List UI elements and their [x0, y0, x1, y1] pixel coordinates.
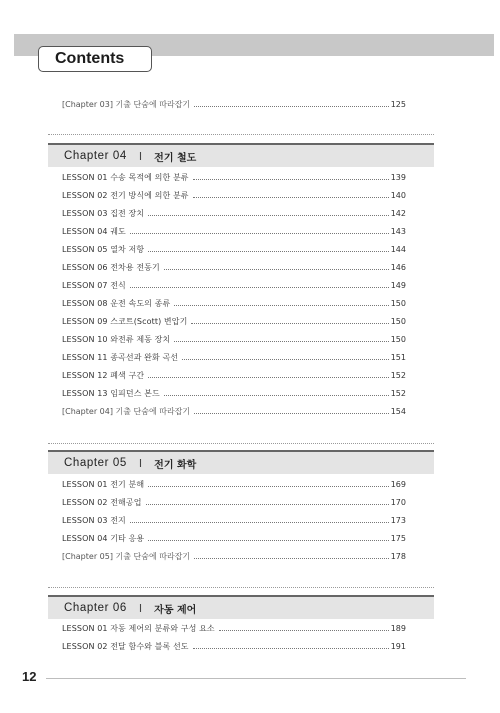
toc-entry-page: 139 [390, 172, 406, 182]
toc-entry-label: LESSON 09 스코트(Scott) 변압기 [62, 316, 188, 326]
toc-entry-page: 170 [390, 497, 406, 507]
dot-leader [194, 558, 389, 559]
dot-leader [164, 395, 389, 396]
page-number: 12 [22, 669, 37, 684]
toc-entry-label: LESSON 04 궤도 [62, 226, 126, 236]
toc-entry-label: LESSON 11 종곡선과 완화 곡선 [62, 352, 179, 362]
toc-entry-label: LESSON 02 전기 방식에 의한 분류 [62, 190, 189, 200]
dot-leader [193, 648, 389, 649]
section-divider [48, 134, 434, 135]
toc-entry-page: 140 [390, 190, 406, 200]
toc-entry-page: 152 [390, 388, 406, 398]
toc-entry-page: 149 [390, 280, 406, 290]
toc-entry-label: [Chapter 03] 기출 단숨에 따라잡기 [62, 99, 191, 109]
chapter-title: 전기 화학 [154, 459, 197, 471]
footer-rule [46, 678, 466, 679]
dot-leader [146, 504, 389, 505]
toc-entry[interactable] [62, 296, 406, 310]
toc-entry-label: LESSON 07 전식 [62, 280, 126, 290]
dot-leader [174, 305, 388, 306]
chapter-number: Chapter 04 [64, 150, 127, 162]
toc-entry[interactable] [62, 513, 406, 527]
toc-entry[interactable] [62, 224, 406, 238]
toc-entry-label: LESSON 03 전지 [62, 515, 126, 525]
toc-entry-page: 143 [390, 226, 406, 236]
dot-leader [194, 106, 389, 107]
toc-entry-page: 191 [390, 641, 406, 651]
chapter-separator: I [138, 601, 143, 615]
toc-entry-page: 146 [390, 262, 406, 272]
toc-entry-label: LESSON 02 전해공업 [62, 497, 142, 507]
dot-leader [130, 287, 389, 288]
toc-entry-label: LESSON 12 폐색 구간 [62, 370, 145, 380]
toc-entry[interactable] [62, 350, 406, 364]
toc-entry-label: [Chapter 05] 기출 단숨에 따라잡기 [62, 552, 191, 562]
dot-leader [148, 251, 389, 252]
dot-leader [182, 359, 389, 360]
toc-entry-label: LESSON 08 운전 속도의 종류 [62, 298, 171, 308]
toc-entry-page: 152 [390, 370, 406, 380]
toc-entry-label: LESSON 01 자동 제어의 분류와 구성 요소 [62, 623, 215, 633]
toc-entry-page: 125 [390, 99, 406, 109]
dot-leader [130, 233, 389, 234]
toc-entry[interactable] [62, 404, 406, 418]
toc-entry-page: 150 [390, 298, 406, 308]
chapter-title: 전기 철도 [154, 152, 197, 164]
chapter-separator: I [138, 149, 143, 163]
dot-leader [148, 377, 389, 378]
toc-entry-label: LESSON 03 집전 장치 [62, 208, 145, 218]
toc-entry-page: 173 [390, 515, 406, 525]
dot-leader [148, 540, 389, 541]
toc-entry[interactable] [62, 621, 406, 635]
chapter-number: Chapter 06 [64, 602, 127, 614]
toc-entry-page: 189 [390, 623, 406, 633]
toc-entry[interactable] [62, 170, 406, 184]
toc-entry-label: LESSON 01 전기 분해 [62, 479, 145, 489]
toc-entry-page: 178 [390, 552, 406, 562]
toc-entry[interactable] [62, 532, 406, 546]
dot-leader [164, 269, 389, 270]
dot-leader [194, 413, 389, 414]
chapter-separator: I [138, 456, 143, 470]
toc-entry[interactable] [62, 495, 406, 509]
chapter-header [48, 595, 434, 619]
dot-leader [174, 341, 388, 342]
toc-entry[interactable] [62, 242, 406, 256]
toc-entry[interactable] [62, 188, 406, 202]
toc-entry-page: 169 [390, 479, 406, 489]
toc-entry[interactable] [62, 368, 406, 382]
toc-entry-label: LESSON 06 전차용 전동기 [62, 262, 160, 272]
toc-entry-page: 150 [390, 334, 406, 344]
toc-entry-page: 142 [390, 208, 406, 218]
chapter-header [48, 143, 434, 167]
section-divider [48, 443, 434, 444]
toc-entry[interactable] [62, 639, 406, 653]
chapter-title: 자동 제어 [154, 604, 197, 616]
page-title: Contents [38, 46, 152, 72]
toc-entry-label: LESSON 02 전달 함수와 블록 선도 [62, 641, 189, 651]
dot-leader [148, 215, 389, 216]
toc-entry-page: 151 [390, 352, 406, 362]
toc-entry-label: LESSON 13 임피던스 본드 [62, 388, 160, 398]
toc-entry[interactable] [62, 278, 406, 292]
toc-entry[interactable] [62, 477, 406, 491]
toc-entry-label: LESSON 01 수송 목적에 의한 분류 [62, 172, 189, 182]
chapter-number: Chapter 05 [64, 457, 127, 469]
toc-entry[interactable] [62, 550, 406, 564]
toc-entry[interactable] [62, 332, 406, 346]
toc-entry-label: LESSON 04 기타 응용 [62, 534, 145, 544]
toc-entry-page: 154 [390, 406, 406, 416]
toc-entry-label: LESSON 10 와전류 제동 장치 [62, 334, 171, 344]
toc-entry-label: LESSON 05 열차 저항 [62, 244, 145, 254]
dot-leader [219, 630, 389, 631]
dot-leader [191, 323, 388, 324]
dot-leader [193, 179, 389, 180]
dot-leader [193, 197, 389, 198]
chapter-header [48, 450, 434, 474]
toc-entry-label: [Chapter 04] 기출 단숨에 따라잡기 [62, 406, 191, 416]
toc-entry[interactable] [62, 386, 406, 400]
toc-entry[interactable] [62, 206, 406, 220]
dot-leader [148, 486, 389, 487]
toc-entry[interactable] [62, 314, 406, 328]
section-divider [48, 587, 434, 588]
toc-entry-page: 144 [390, 244, 406, 254]
toc-entry-page: 150 [390, 316, 406, 326]
toc-entry[interactable] [62, 260, 406, 274]
toc-entry[interactable] [62, 97, 406, 111]
dot-leader [130, 522, 389, 523]
toc-entry-page: 175 [390, 534, 406, 544]
